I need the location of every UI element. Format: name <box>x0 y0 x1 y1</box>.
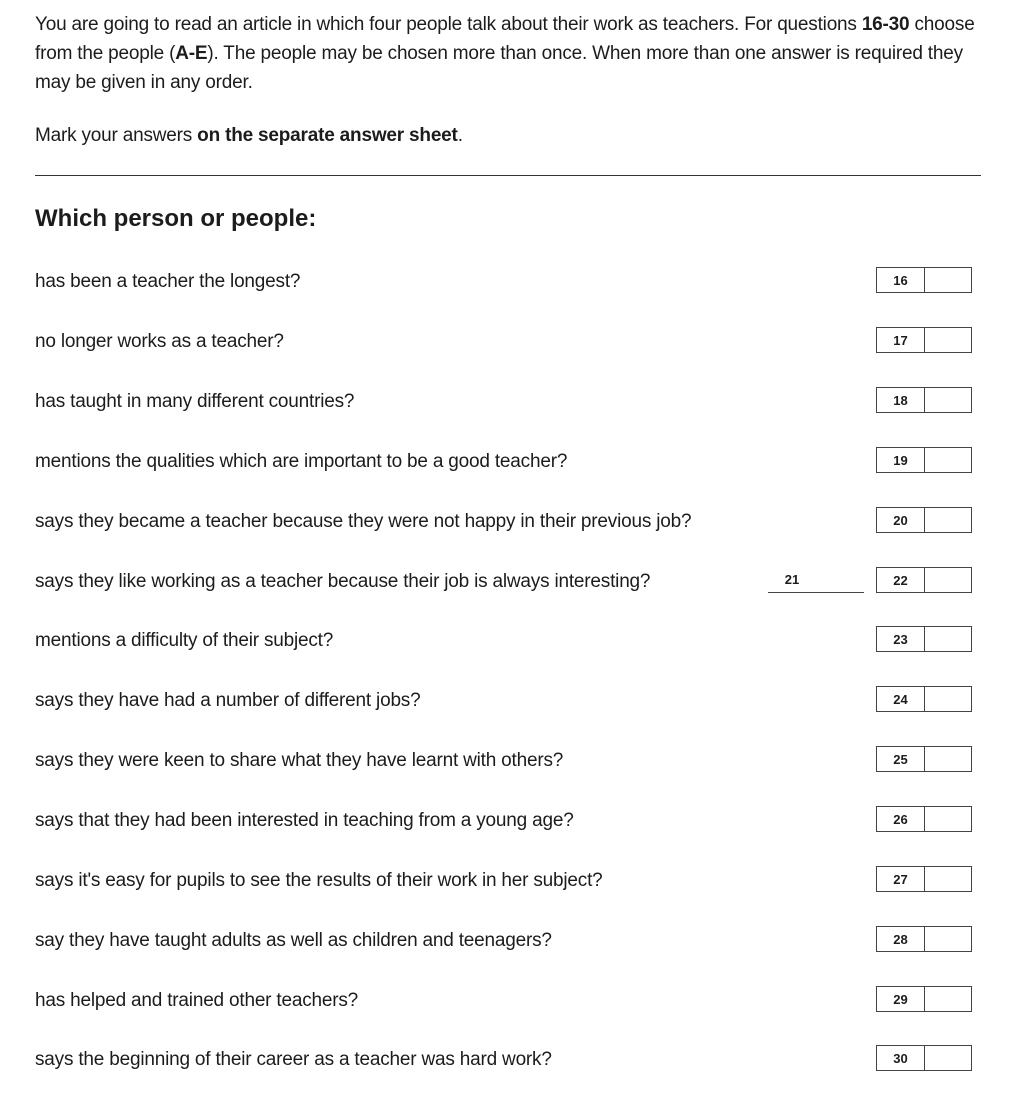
question-number: 19 <box>877 448 925 472</box>
question-text: says they became a teacher because they were not happy in their previous job? <box>35 511 692 532</box>
answer-field[interactable] <box>925 568 971 592</box>
question-row <box>35 447 980 477</box>
answer-field[interactable] <box>925 687 971 711</box>
answer-box-20[interactable] <box>876 507 972 533</box>
question-number: 20 <box>877 508 925 532</box>
question-row <box>35 387 980 417</box>
question-row <box>35 267 980 297</box>
question-number: 26 <box>877 807 925 831</box>
answer-box-27[interactable] <box>876 866 972 892</box>
question-text: says they like working as a teacher because their job is always interesting? <box>35 571 651 592</box>
instructions-text-3: ). The people may be chosen more than once. When more than one answer is required they may be given in any order. <box>35 43 963 93</box>
answer-field[interactable] <box>925 508 971 532</box>
answer-field[interactable] <box>925 268 971 292</box>
answer-field[interactable] <box>925 328 971 352</box>
answer-field[interactable] <box>925 987 971 1011</box>
answer-field[interactable] <box>925 747 971 771</box>
question-number: 22 <box>877 568 925 592</box>
question-number: 17 <box>877 328 925 352</box>
question-text: no longer works as a teacher? <box>35 331 284 352</box>
answer-field[interactable] <box>925 927 971 951</box>
answer-box-22[interactable] <box>876 567 972 593</box>
question-text: has been a teacher the longest? <box>35 271 301 292</box>
answer-field[interactable] <box>925 867 971 891</box>
answer-field[interactable] <box>925 1046 971 1070</box>
question-text: says that they had been interested in teaching from a young age? <box>35 810 574 831</box>
question-number: 18 <box>877 388 925 412</box>
question-row <box>35 686 980 716</box>
instructions-text-2: choose from the people ( <box>35 14 975 64</box>
answer-box-19[interactable] <box>876 447 972 473</box>
question-row <box>35 327 980 357</box>
question-number: 30 <box>877 1046 925 1070</box>
answer-field[interactable] <box>816 567 864 592</box>
question-text: say they have taught adults as well as children and teenagers? <box>35 930 552 951</box>
question-row <box>35 1045 980 1075</box>
question-range: 16-30 <box>861 14 910 35</box>
answer-sheet-emphasis: on the separate answer sheet <box>197 125 458 146</box>
answer-field[interactable] <box>925 388 971 412</box>
question-text: mentions a difficulty of their subject? <box>35 630 334 651</box>
answer-box-21[interactable] <box>768 567 864 593</box>
answer-box-29[interactable] <box>876 986 972 1012</box>
answer-field[interactable] <box>925 448 971 472</box>
answer-box-24[interactable] <box>876 686 972 712</box>
question-number: 24 <box>877 687 925 711</box>
answer-box-17[interactable] <box>876 327 972 353</box>
question-row <box>35 806 980 836</box>
question-text: says they were keen to share what they have learnt with others? <box>35 750 564 771</box>
answer-box-25[interactable] <box>876 746 972 772</box>
answer-box-30[interactable] <box>876 1045 972 1071</box>
mark-answers-text: Mark your answers <box>35 125 198 146</box>
question-row <box>35 626 980 656</box>
answer-box-23[interactable] <box>876 626 972 652</box>
instructions-text-1: You are going to read an article in which four people talk about their work as teachers. For questions <box>35 14 862 35</box>
question-text: has taught in many different countries? <box>35 391 355 412</box>
answer-box-26[interactable] <box>876 806 972 832</box>
question-row <box>35 567 980 597</box>
question-row <box>35 986 980 1016</box>
section-heading: Which person or people: <box>35 205 317 232</box>
question-row <box>35 926 980 956</box>
question-number: 25 <box>877 747 925 771</box>
question-text: says they have had a number of different jobs? <box>35 690 421 711</box>
answer-field[interactable] <box>925 627 971 651</box>
question-row <box>35 507 980 537</box>
question-number: 21 <box>784 572 800 587</box>
answer-field[interactable] <box>925 807 971 831</box>
question-text: says it's easy for pupils to see the results of their work in her subject? <box>35 870 603 891</box>
answer-box-16[interactable] <box>876 267 972 293</box>
question-row <box>35 746 980 776</box>
answer-box-18[interactable] <box>876 387 972 413</box>
question-text: mentions the qualities which are important to be a good teacher? <box>35 451 568 472</box>
question-number: 16 <box>877 268 925 292</box>
question-number: 29 <box>877 987 925 1011</box>
question-row <box>35 866 980 896</box>
question-text: says the beginning of their career as a teacher was hard work? <box>35 1049 552 1070</box>
answer-box-28[interactable] <box>876 926 972 952</box>
question-number: 23 <box>877 627 925 651</box>
question-number: 28 <box>877 927 925 951</box>
question-number: 27 <box>877 867 925 891</box>
question-text: has helped and trained other teachers? <box>35 990 359 1011</box>
people-range: A-E <box>175 43 208 64</box>
mark-answers-period: . <box>457 125 463 146</box>
